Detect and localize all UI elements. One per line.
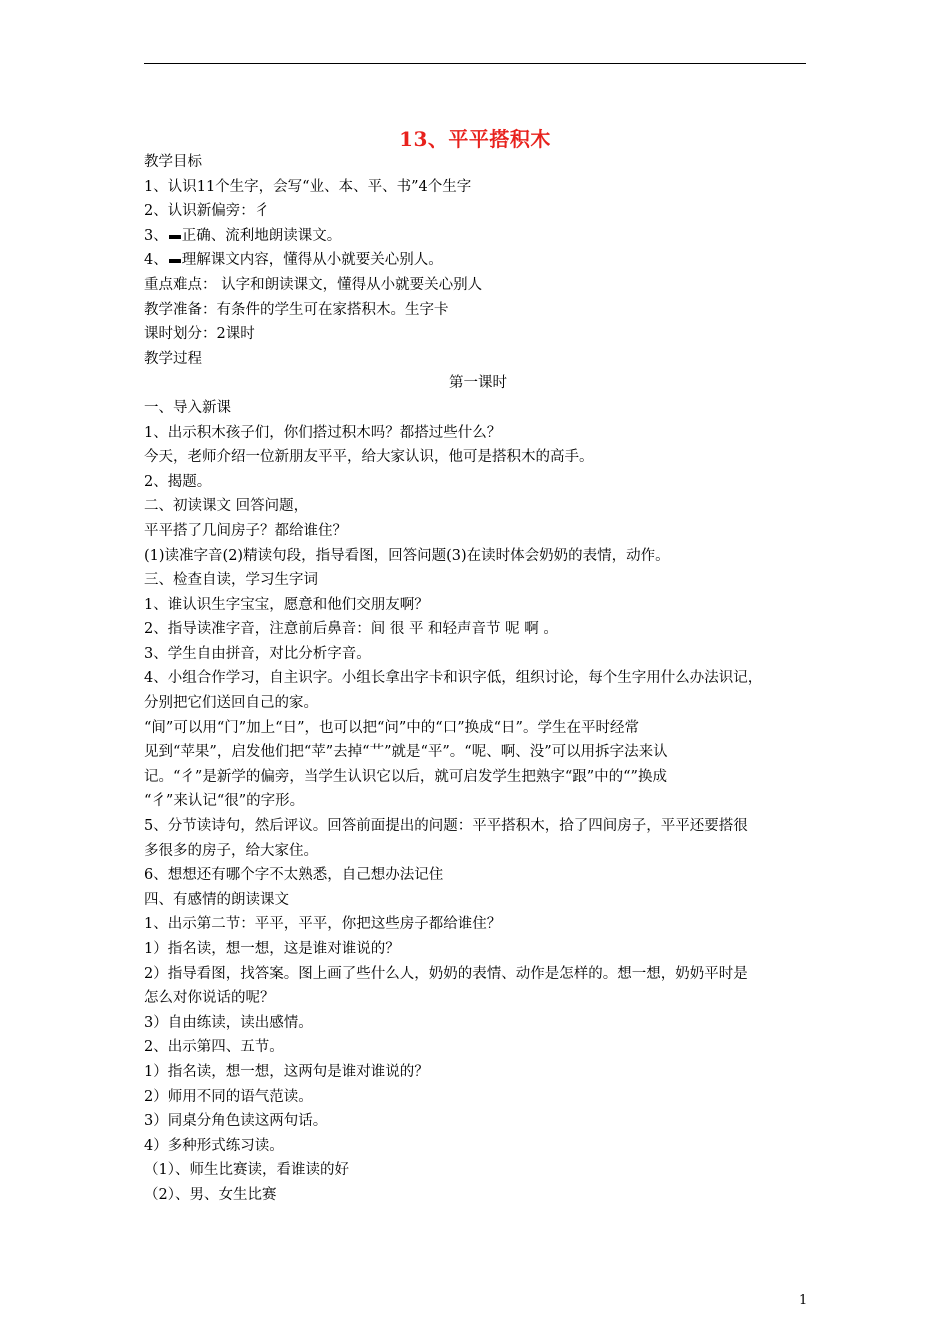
text-line: 1）指名读，想一想，这两句是谁对谁说的？ bbox=[144, 1063, 429, 1080]
text-line: 4）多种形式练习读。 bbox=[144, 1137, 284, 1154]
text-line: 1）指名读，想一想，这是谁对谁说的？ bbox=[144, 941, 400, 957]
text-line: 3、学生自由拼音，对比分析字音。 bbox=[144, 645, 371, 662]
text-line: 3）同桌分角色读这两句话。 bbox=[144, 1113, 328, 1130]
text-line: 1、出示第二节：平平，平平，你把这些房子都给谁住？ bbox=[144, 916, 502, 933]
underline-mark bbox=[169, 253, 181, 263]
text-line: 记。“彳”是新学的偏旁，当学生认识它以后，就可启发学生把熟字“跟”中的“”换成 bbox=[144, 768, 667, 785]
text-line: (1)读准字音(2)精读句段，指导看图，回答问题(3)在读时体会奶奶的表情，动作。 bbox=[144, 547, 670, 564]
text-line: 教学过程 bbox=[144, 350, 202, 367]
section-heading: 第一课时 bbox=[449, 375, 507, 392]
text-line: 6、想想还有哪个字不太熟悉，自己想办法记住 bbox=[144, 867, 444, 884]
text-line: 一、导入新课 bbox=[144, 399, 231, 416]
text-line: 4、 理解课文内容，懂得从小就要关心别人。 bbox=[144, 252, 443, 269]
text-line: 重点难点： 认字和朗读课文，懂得从小就要关心别人 bbox=[144, 276, 483, 293]
text-line: 2）师用不同的语气范读。 bbox=[144, 1088, 313, 1105]
text-line: 3）自由练读，读出感情。 bbox=[144, 1014, 313, 1031]
underline-mark bbox=[169, 229, 181, 239]
text-line: 1、谁认识生字宝宝，愿意和他们交朋友啊？ bbox=[144, 596, 429, 613]
text-line: 2、揭题。 bbox=[144, 473, 212, 490]
text-line: 3、 正确、流利地朗读课文。 bbox=[144, 227, 342, 244]
text-line: 教学准备：有条件的学生可在家搭积木。生字卡 bbox=[144, 301, 449, 318]
lesson-title: 13、平平搭积木 bbox=[399, 127, 551, 151]
text-line: 怎么对你说话的呢？ bbox=[144, 990, 275, 1007]
text-line: 今天，老师介绍一位新朋友平平，给大家认识，他可是搭积木的高手。 bbox=[144, 449, 594, 466]
text-line: 2）指导看图，找答案。图上画了些什么人，奶奶的表情、动作是怎样的。想一想，奶奶平时是 bbox=[144, 965, 748, 982]
text-line: 2、出示第四、五节。 bbox=[144, 1039, 284, 1056]
header-rule bbox=[144, 63, 806, 64]
text-line: 5、分节读诗句，然后评议。回答前面提出的问题：平平搭积木，拾了四间房子，平平还要搭很 bbox=[144, 818, 748, 835]
text-line: 四、有感情的朗读课文 bbox=[144, 891, 289, 908]
text-line: “彳”来认记“很”的字形。 bbox=[144, 793, 305, 810]
text-line: “间”可以用“门”加上“日”，也可以把“问”中的“口”换成“日”。学生在平时经常 bbox=[144, 719, 639, 736]
text-line: （1）、师生比赛读，看谁读的好 bbox=[144, 1162, 349, 1179]
text-line: 平平搭了几间房子？都给谁住？ bbox=[144, 522, 347, 539]
text-line: 4、小组合作学习，自主识字。小组长拿出字卡和识字低，组织讨论，每个生字用什么办法识记， bbox=[144, 670, 763, 687]
text-line: 教学目标 bbox=[144, 154, 202, 170]
text-line: 2、认识新偏旁：彳 bbox=[144, 203, 270, 220]
text-line: 课时划分：2课时 bbox=[144, 326, 255, 343]
text-line: 1、认识11个生字，会写“业、本、平、书”4个生字 bbox=[144, 178, 472, 195]
document-body bbox=[144, 150, 812, 1208]
text-line: 2、指导读准字音，注意前后鼻音：间 很 平 和轻声音节 呢 啊 。 bbox=[144, 621, 558, 638]
text-line: 见到“苹果”，启发他们把“苹”去掉“艹”就是“平”。“呢、啊、没”可以用拆字法来认 bbox=[144, 744, 668, 761]
page-number: 1 bbox=[799, 1293, 808, 1308]
text-line: 分别把它们送回自己的家。 bbox=[144, 695, 318, 712]
text-line: 二、初读课文 回答问题， bbox=[144, 498, 309, 515]
text-line: 1、出示积木孩子们，你们搭过积木吗？都搭过些什么？ bbox=[144, 424, 502, 441]
text-line: 三、检查自读，学习生字词 bbox=[144, 572, 318, 589]
text-line: 多很多的房子，给大家住。 bbox=[144, 842, 318, 859]
text-line: （2）、男、女生比赛 bbox=[144, 1186, 277, 1203]
